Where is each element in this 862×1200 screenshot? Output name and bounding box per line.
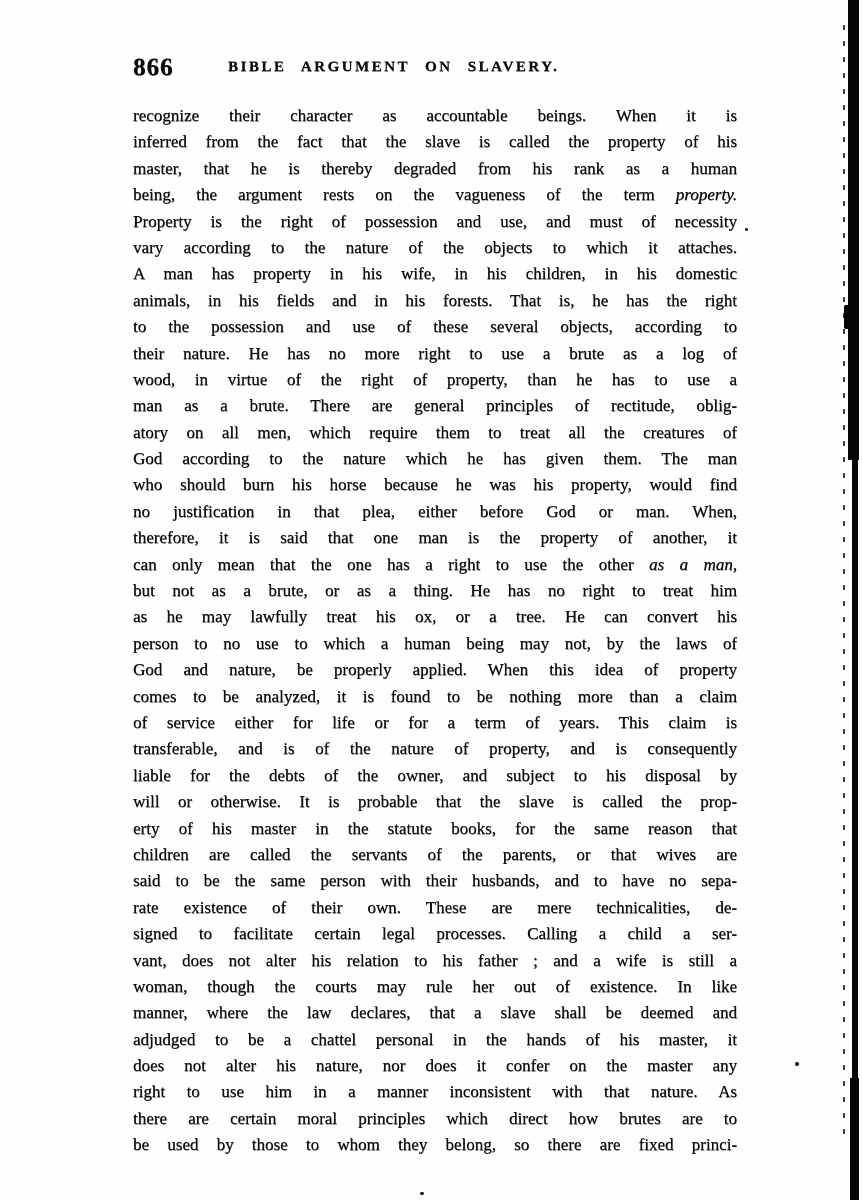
scan-gutter-artifact-top bbox=[848, 0, 859, 460]
text-line: to the possession and use of these several objects, according to bbox=[133, 317, 737, 337]
text-line: being, the argument rests on the vagueness of the term property. bbox=[133, 185, 737, 205]
text-line: comes to be analyzed, it is found to be nothing more than a claim bbox=[133, 686, 737, 706]
scan-gutter-artifact-middle bbox=[852, 458, 858, 1080]
text-line: there are certain moral principles which direct how brutes are to bbox=[133, 1108, 737, 1128]
text-line: animals, in his fields and in his forests. That is, he has the right bbox=[133, 290, 737, 310]
text-line: erty of his master in the statute books, for the same reason that bbox=[133, 818, 737, 838]
text-line: signed to facilitate certain legal processes. Calling a child a ser- bbox=[133, 924, 737, 944]
scan-speck bbox=[420, 1192, 424, 1195]
text-line: as he may lawfully treat his ox, or a tree. He can convert his bbox=[133, 607, 737, 627]
text-line: liable for the debts of the owner, and subject to his disposal by bbox=[133, 765, 737, 785]
text-line: transferable, and is of the nature of property, and is consequently bbox=[133, 739, 737, 759]
text-line: God according to the nature which he has given them. The man bbox=[133, 449, 737, 469]
text-line: no justification in that plea, either before God or man. When, bbox=[133, 501, 737, 521]
running-head-title: BIBLE ARGUMENT ON SLAVERY. bbox=[228, 59, 560, 75]
text-line: be used by those to whom they belong, so there are fixed princi- bbox=[133, 1135, 737, 1155]
text-line: their nature. He has no more right to use a brute as a log of bbox=[133, 343, 737, 363]
text-line: therefore, it is said that one man is the property of another, it bbox=[133, 528, 737, 548]
text-line: A man has property in his wife, in his children, in his domestic bbox=[133, 264, 737, 284]
page-number: 866 bbox=[133, 54, 174, 81]
scan-gutter-dashes bbox=[843, 25, 845, 1145]
page-content bbox=[133, 56, 737, 1159]
text-line: does not alter his nature, nor does it confer on the master any bbox=[133, 1056, 737, 1076]
text-line: will or otherwise. It is probable that the slave is called the prop- bbox=[133, 792, 737, 812]
text-line: God and nature, be properly applied. When this idea of property bbox=[133, 660, 737, 680]
scan-gutter-blob bbox=[844, 305, 849, 329]
text-line: man as a brute. There are general principles of rectitude, oblig- bbox=[133, 396, 737, 416]
text-line: Property is the right of possession and use, and must of necessity bbox=[133, 211, 737, 231]
text-line: vant, does not alter his relation to his father ; and a wife is still a bbox=[133, 950, 737, 970]
page-header bbox=[133, 56, 737, 86]
text-line: recognize their character as accountable beings. When it is bbox=[133, 106, 737, 125]
text-line: can only mean that the one has a right to use the other as a man, bbox=[133, 554, 737, 574]
text-line: rate existence of their own. These are mere technicalities, de- bbox=[133, 897, 737, 917]
text-line: manner, where the law declares, that a slave shall be deemed and bbox=[133, 1003, 737, 1023]
text-line: children are called the servants of the parents, or that wives are bbox=[133, 844, 737, 864]
text-line: who should burn his horse because he was his property, would find bbox=[133, 475, 737, 495]
scan-gutter-artifact-bottom bbox=[850, 1078, 859, 1200]
body-text bbox=[133, 103, 737, 1159]
text-line: adjudged to be a chattel personal in the hands of his master, it bbox=[133, 1029, 737, 1049]
text-line: inferred from the fact that the slave is called the property of his bbox=[133, 132, 737, 152]
text-line: right to use him in a manner inconsistent with that nature. As bbox=[133, 1082, 737, 1102]
text-line: atory on all men, which require them to treat all the creatures of bbox=[133, 422, 737, 442]
text-line: but not as a brute, or as a thing. He has no right to treat him bbox=[133, 581, 737, 601]
text-line: said to be the same person with their husbands, and to have no sepa- bbox=[133, 871, 737, 891]
text-line: master, that he is thereby degraded from his rank as a human bbox=[133, 158, 737, 178]
text-line: person to no use to which a human being may not, by the laws of bbox=[133, 633, 737, 653]
text-line: vary according to the nature of the objects to which it attaches. bbox=[133, 237, 737, 257]
scan-speck bbox=[745, 228, 748, 231]
text-line: wood, in virtue of the right of property, than he has to use a bbox=[133, 369, 737, 389]
text-line: woman, though the courts may rule her out of existence. In like bbox=[133, 976, 737, 996]
text-line: of service either for life or for a term of years. This claim is bbox=[133, 712, 737, 732]
scan-speck bbox=[795, 1062, 799, 1066]
